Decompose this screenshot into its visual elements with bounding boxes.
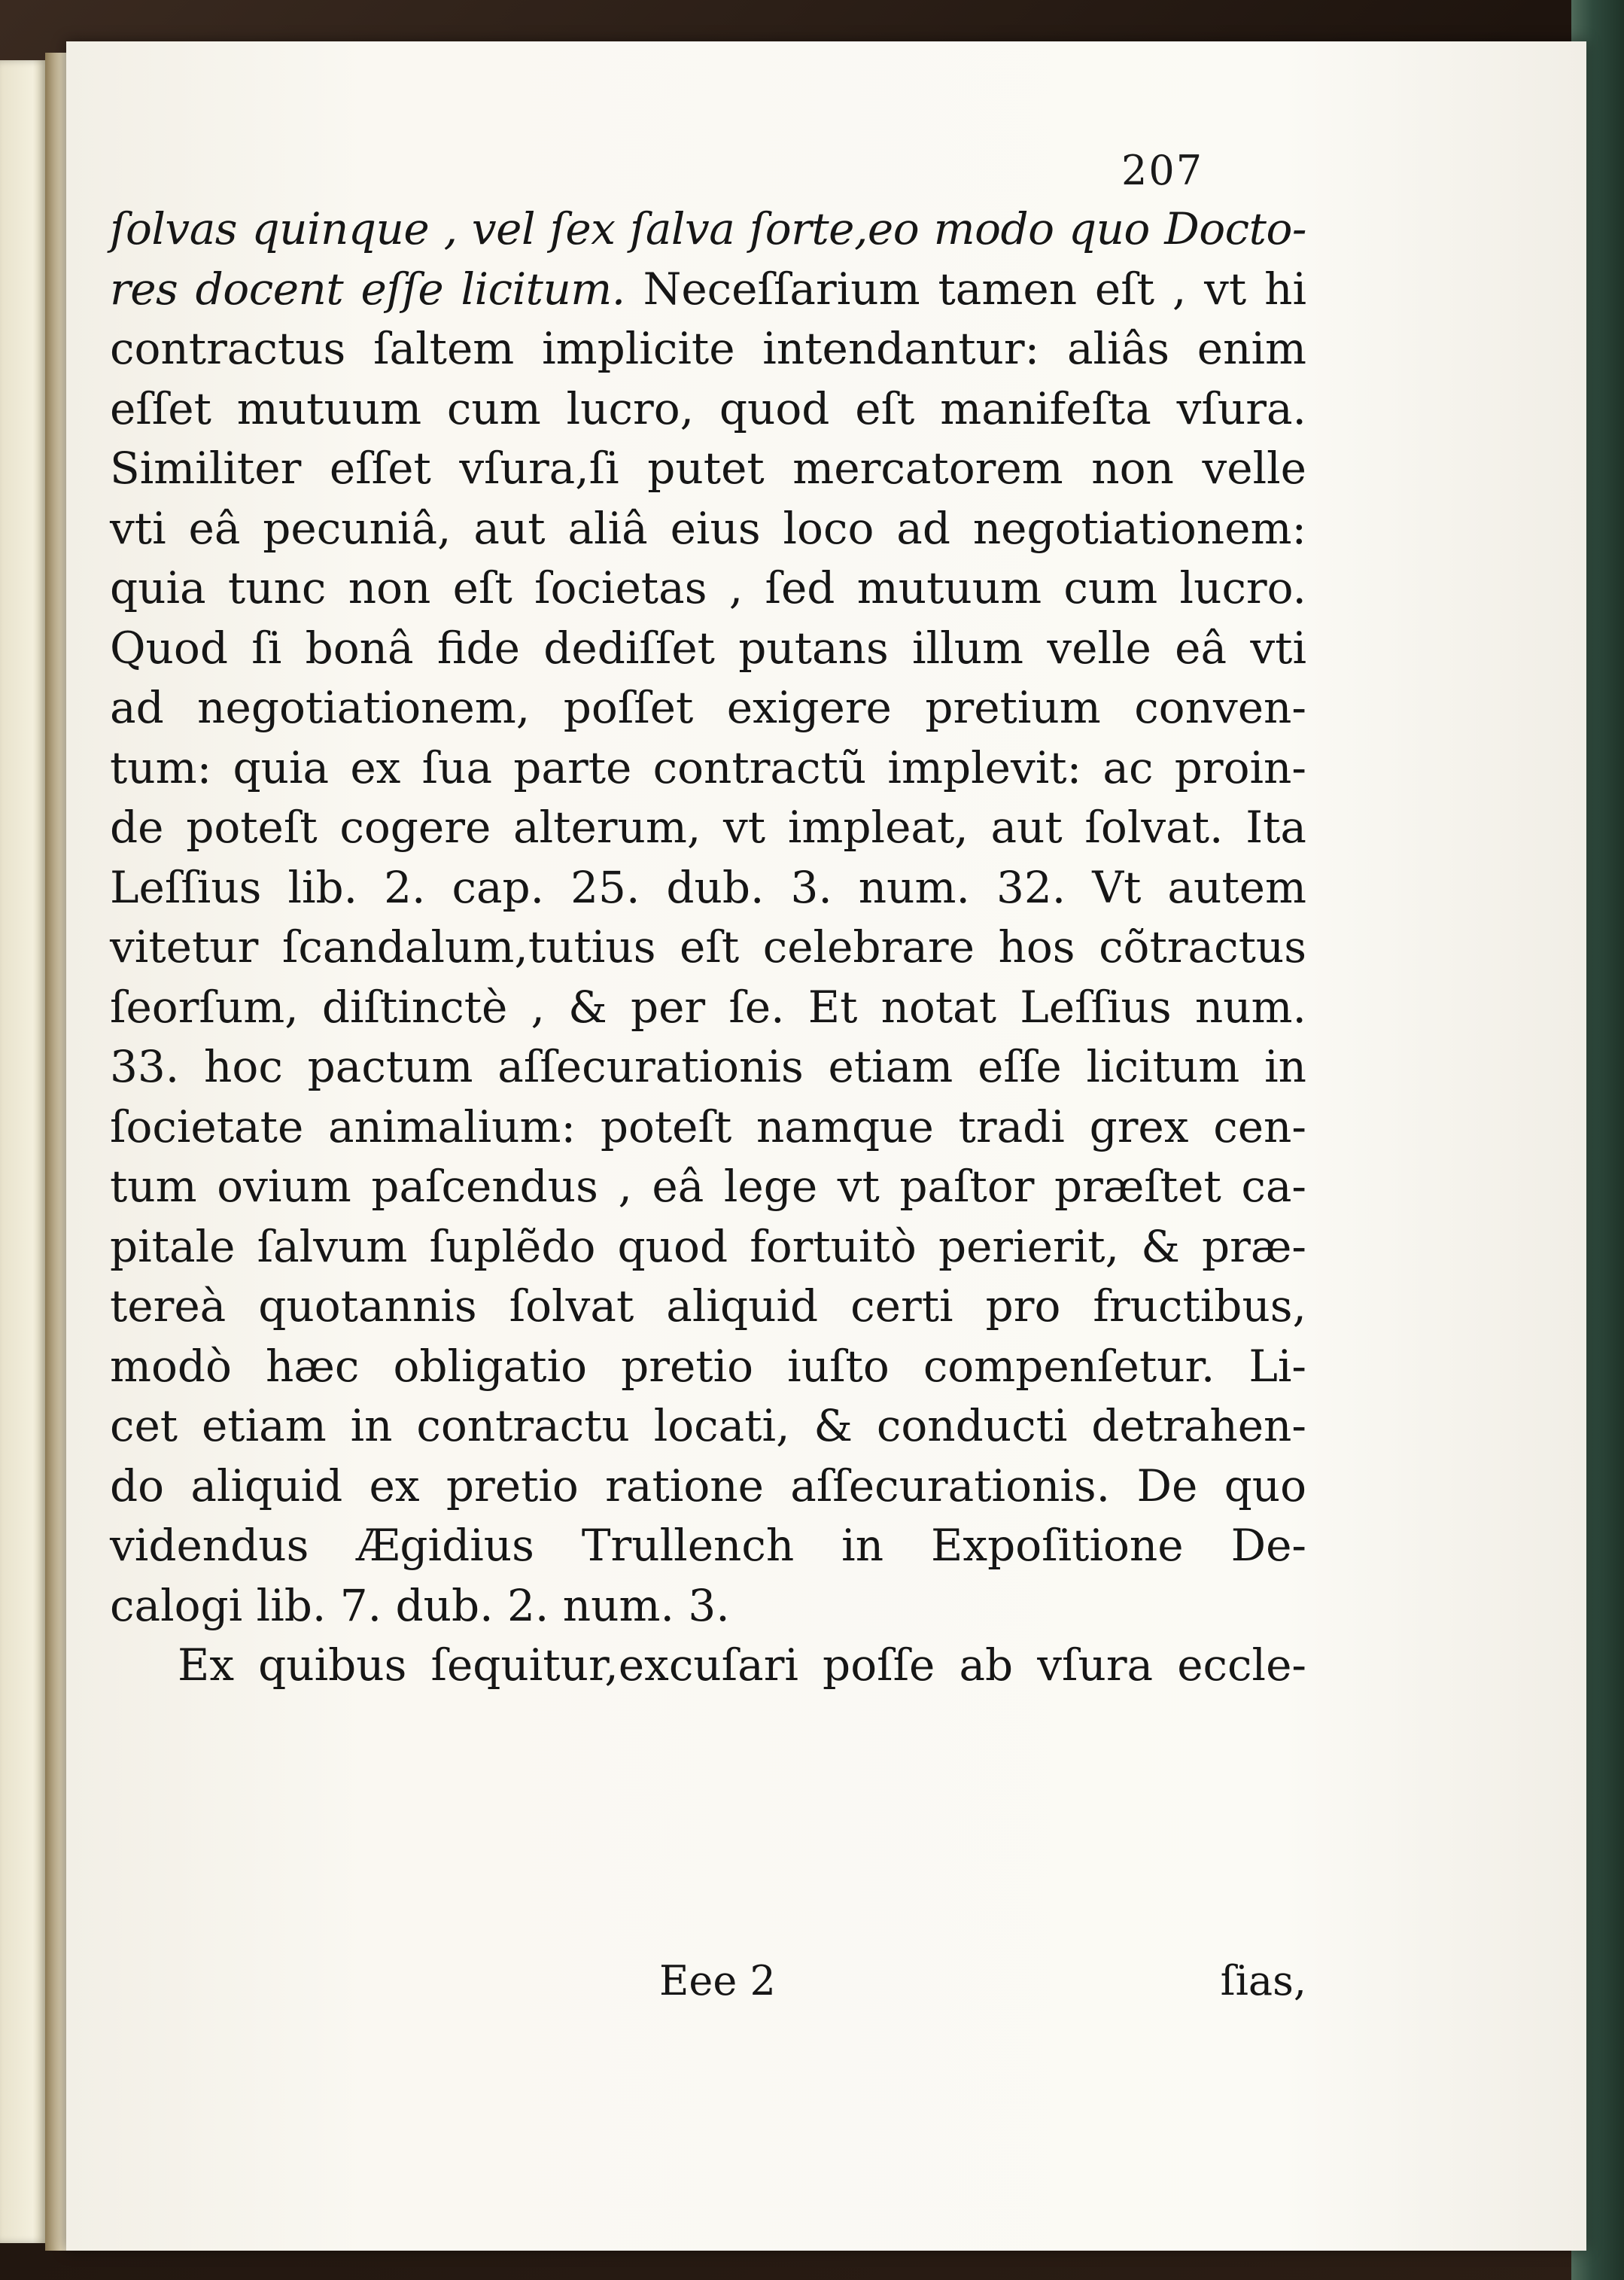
italic-text: ſolvas quinque , vel ſex ſalva ſorte,eo modo quo Docto- bbox=[110, 203, 1306, 254]
text-line bbox=[110, 1516, 1306, 1576]
roman-text: videndus Ægidius Trullench in Expoſitione De- bbox=[110, 1520, 1306, 1571]
text-line bbox=[110, 1157, 1306, 1217]
text-line bbox=[110, 1217, 1306, 1277]
roman-text: de poteſt cogere alterum, vt impleat, aut ſolvat. Ita bbox=[110, 802, 1306, 853]
roman-text: calogi lib. 7. dub. 2. num. 3. bbox=[110, 1579, 730, 1631]
roman-text: ſocietate animalium: poteſt namque tradi grex cen- bbox=[110, 1100, 1306, 1152]
roman-text: tum: quia ex ſua parte contractũ implevit: ac proin- bbox=[110, 741, 1306, 793]
text-line bbox=[110, 1037, 1306, 1097]
roman-text: contractus ſaltem implicite intendantur: aliâs enim bbox=[110, 323, 1306, 374]
signature-mark: Eee 2 bbox=[659, 1957, 776, 2005]
text-line bbox=[110, 379, 1306, 440]
text-line bbox=[110, 918, 1306, 978]
text-line bbox=[110, 798, 1306, 858]
roman-text: 33. hoc pactum aſſecurationis etiam eſſe licitum in bbox=[110, 1041, 1306, 1092]
page-footer bbox=[110, 1957, 1306, 2017]
page-number: 207 bbox=[1121, 147, 1204, 194]
roman-text: tereà quotannis ſolvat aliquid certi pro fructibus, bbox=[110, 1280, 1306, 1332]
text-line bbox=[110, 1576, 1306, 1636]
roman-text: Similiter eſſet vſura,ſi putet mercatorem non velle bbox=[110, 443, 1306, 494]
roman-text: Quod ſi bonâ fide dediſſet putans illum velle eâ vti bbox=[110, 622, 1306, 674]
catchword: ſias, bbox=[1220, 1957, 1306, 2005]
text-line bbox=[110, 439, 1306, 499]
roman-text: cet etiam in contractu locati, & conducti detrahen- bbox=[110, 1400, 1306, 1451]
previous-page-edge bbox=[0, 60, 47, 2243]
text-line bbox=[110, 619, 1306, 679]
roman-text: Leſſius lib. 2. cap. 25. dub. 3. num. 32. Vt autem bbox=[110, 861, 1306, 913]
roman-text: do aliquid ex pretio ratione aſſecurationis. De quo bbox=[110, 1460, 1306, 1511]
text-line bbox=[110, 260, 1306, 320]
roman-text: tum ovium paſcendus , eâ lege vt paſtor præſtet ca- bbox=[110, 1161, 1306, 1212]
text-line bbox=[110, 738, 1306, 799]
roman-text: modò hæc obligatio pretio iuſto compenſetur. Li- bbox=[110, 1340, 1306, 1392]
roman-text: Neceſſarium tamen eſt , vt hi bbox=[625, 263, 1307, 315]
text-line bbox=[110, 678, 1306, 738]
roman-text: ſeorſum, diſtinctè , & per ſe. Et notat Leſſius num. bbox=[110, 981, 1306, 1033]
text-line bbox=[110, 1097, 1306, 1158]
text-line bbox=[110, 1636, 1306, 1696]
roman-text: pitale ſalvum ſuplẽdo quod fortuitò perierit, & præ- bbox=[110, 1220, 1306, 1272]
roman-text: ad negotiationem, poſſet exigere pretium conven- bbox=[110, 682, 1306, 733]
text-line bbox=[110, 499, 1306, 559]
text-line bbox=[110, 1337, 1306, 1397]
text-line bbox=[110, 559, 1306, 619]
text-line bbox=[110, 199, 1306, 260]
text-line bbox=[110, 1277, 1306, 1337]
roman-text: quia tunc non eſt ſocietas , ſed mutuum cum lucro. bbox=[110, 562, 1306, 613]
text-line bbox=[110, 1396, 1306, 1457]
roman-text: vitetur ſcandalum,tutius eſt celebrare hos cõtractus bbox=[110, 921, 1306, 973]
text-line bbox=[110, 978, 1306, 1038]
text-line bbox=[110, 1457, 1306, 1517]
roman-text: Ex quibus ſequitur,excuſari poſſe ab vſura eccle- bbox=[178, 1639, 1306, 1691]
italic-text: res docent eſſe licitum. bbox=[110, 263, 625, 315]
book-page bbox=[66, 41, 1586, 2251]
text-line bbox=[110, 858, 1306, 918]
text-line bbox=[110, 319, 1306, 379]
roman-text: vti eâ pecuniâ, aut aliâ eius loco ad negotiationem: bbox=[110, 502, 1306, 554]
body-text bbox=[110, 199, 1306, 1696]
roman-text: eſſet mutuum cum lucro, quod eſt manifeſta vſura. bbox=[110, 382, 1306, 434]
